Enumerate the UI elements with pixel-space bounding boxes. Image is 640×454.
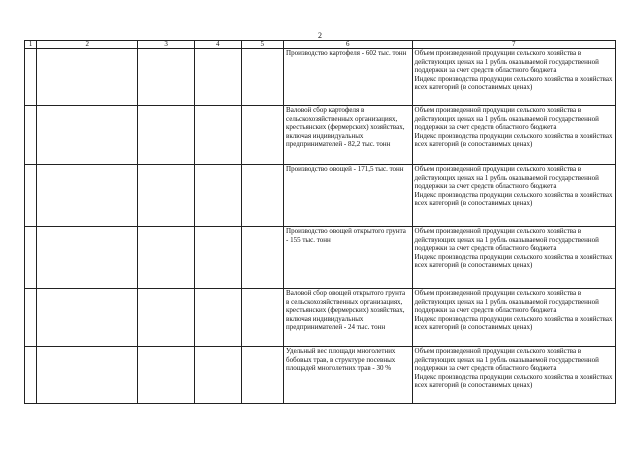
empty-cell-col5 <box>241 227 284 289</box>
empty-cell-col3 <box>138 49 195 106</box>
empty-cell-col2 <box>37 227 138 289</box>
indicator-cell: Производство овощей открытого грунта - 155 тыс. тонн <box>284 227 413 289</box>
empty-cell-col2 <box>37 106 138 165</box>
table-row <box>25 106 616 165</box>
empty-cell-col5 <box>241 106 284 165</box>
criteria-volume: Объем произведенной продукции сельского хозяйства в действующих ценах на 1 рубль оказываемой государственной поддержки за счет средств областного бюджета <box>414 347 599 373</box>
empty-cell-col4 <box>194 289 241 347</box>
empty-cell-col2 <box>37 165 138 227</box>
criteria-cell <box>412 106 615 165</box>
empty-cell-col4 <box>194 165 241 227</box>
criteria-volume: Объем произведенной продукции сельского хозяйства в действующих ценах на 1 рубль оказываемой государственной поддержки за счет средств областного бюджета <box>414 227 599 253</box>
empty-cell-col2 <box>37 347 138 404</box>
header-cell-5: 5 <box>241 41 284 49</box>
header-cell-1: 1 <box>25 41 37 49</box>
criteria-index: Индекс производства продукции сельского хозяйства в хозяйствах всех категорий (в сопоставимых ценах) <box>414 74 613 92</box>
criteria-volume: Объем произведенной продукции сельского хозяйства в действующих ценах на 1 рубль оказываемой государственной поддержки за счет средств областного бюджета <box>414 165 599 191</box>
table-row <box>25 165 616 227</box>
empty-cell-col3 <box>138 289 195 347</box>
table-row <box>25 347 616 404</box>
empty-cell-col3 <box>138 106 195 165</box>
empty-cell-col1 <box>25 227 37 289</box>
empty-cell-col1 <box>25 49 37 106</box>
empty-cell-col5 <box>241 49 284 106</box>
indicator-cell: Валовой сбор овощей открытого грунта в сельскохозяйственных организациях, крестьянских (фермерских) хозяйствах, включая индивидуальных предпринимателей - 24 тыс. тонн <box>284 289 413 347</box>
empty-cell-col3 <box>138 227 195 289</box>
criteria-index: Индекс производства продукции сельского хозяйства в хозяйствах всех категорий (в сопоставимых ценах) <box>414 372 613 390</box>
criteria-volume: Объем произведенной продукции сельского хозяйства в действующих ценах на 1 рубль оказываемой государственной поддержки за счет средств областного бюджета <box>414 289 599 315</box>
empty-cell-col1 <box>25 289 37 347</box>
empty-cell-col4 <box>194 347 241 404</box>
criteria-cell <box>412 165 615 227</box>
indicators-table <box>24 40 616 404</box>
empty-cell-col5 <box>241 289 284 347</box>
table-row <box>25 49 616 106</box>
empty-cell-col2 <box>37 289 138 347</box>
table-row <box>25 289 616 347</box>
header-row <box>25 41 616 49</box>
header-cell-6: 6 <box>284 41 413 49</box>
empty-cell-col2 <box>37 49 138 106</box>
header-cell-7: 7 <box>412 41 615 49</box>
empty-cell-col4 <box>194 106 241 165</box>
criteria-index: Индекс производства продукции сельского хозяйства в хозяйствах всех категорий (в сопоставимых ценах) <box>414 314 613 332</box>
empty-cell-col1 <box>25 106 37 165</box>
criteria-index: Индекс производства продукции сельского хозяйства в хозяйствах всех категорий (в сопоставимых ценах) <box>414 252 613 270</box>
empty-cell-col4 <box>194 227 241 289</box>
criteria-volume: Объем произведенной продукции сельского хозяйства в действующих ценах на 1 рубль оказываемой государственной поддержки за счет средств областного бюджета <box>414 106 599 132</box>
empty-cell-col1 <box>25 165 37 227</box>
criteria-cell <box>412 289 615 347</box>
table-row <box>25 227 616 289</box>
criteria-cell <box>412 347 615 404</box>
criteria-cell <box>412 227 615 289</box>
header-cell-3: 3 <box>138 41 195 49</box>
header-cell-4: 4 <box>194 41 241 49</box>
criteria-cell <box>412 49 615 106</box>
criteria-index: Индекс производства продукции сельского хозяйства в хозяйствах всех категорий (в сопоставимых ценах) <box>414 190 613 208</box>
header-cell-2: 2 <box>37 41 138 49</box>
empty-cell-col1 <box>25 347 37 404</box>
empty-cell-col5 <box>241 347 284 404</box>
criteria-index: Индекс производства продукции сельского хозяйства в хозяйствах всех категорий (в сопоставимых ценах) <box>414 131 613 149</box>
indicator-cell: Производство картофеля - 602 тыс. тонн <box>284 49 413 106</box>
empty-cell-col5 <box>241 165 284 227</box>
empty-cell-col3 <box>138 347 195 404</box>
indicator-cell: Валовой сбор картофеля в сельскохозяйственных организациях, крестьянских (фермерских) хозяйствах, включая индивидуальных предпринимателей - 82,2 тыс. тонн <box>284 106 413 165</box>
indicator-cell: Производство овощей - 171,5 тыс. тонн <box>284 165 413 227</box>
indicator-cell: Удельный вес площади многолетних бобовых трав, в структуре посевных площадей многолетних трав - 30 % <box>284 347 413 404</box>
page-number: 2 <box>318 31 322 40</box>
empty-cell-col4 <box>194 49 241 106</box>
criteria-volume: Объем произведенной продукции сельского хозяйства в действующих ценах на 1 рубль оказываемой государственной поддержки за счет средств областного бюджета <box>414 49 599 75</box>
empty-cell-col3 <box>138 165 195 227</box>
